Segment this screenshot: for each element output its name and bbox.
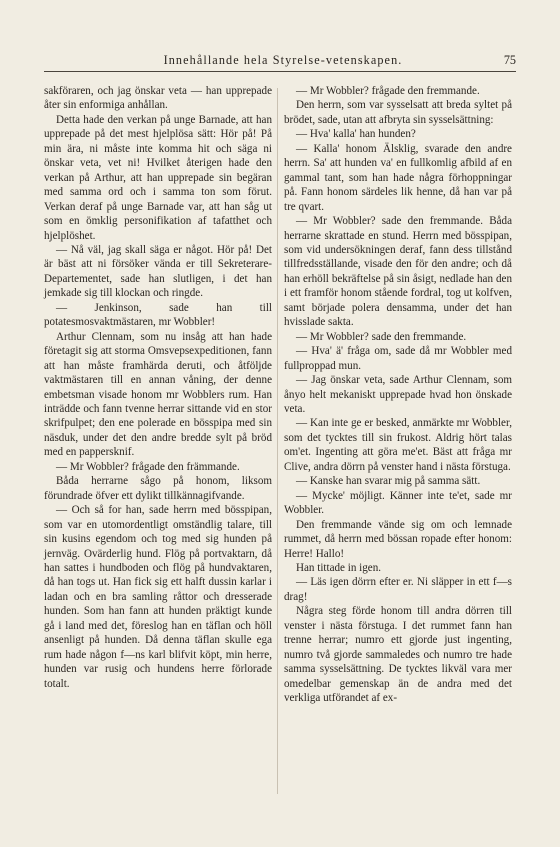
paragraph: — Hva' kalla' han hunden? [296,128,416,141]
running-head: Innehållande hela Styrelse-vetenskapen. [163,53,403,67]
paragraph: — Mr Wobbler? sade den fremmande. Båda herrarne skrattade en stund. Herrn med bösspipan, som vid undersökningen deraf, fann dess tillstånd tillfredsställande, visade den för den andre; och då han erhöll bekräftelse på sin åsigt, nedlade han den i ett framför honom stående fordral, tog ut kolfven, samt började polera densamma, under det han hvisslade sakta. [284,215,512,329]
paragraph: — Kanske han svarar mig på samma sätt. [296,475,481,488]
paragraph: — Och så for han, sade herrn med bösspipan, som var en utomordentligt omständlig talare, till sin kusins egendom och tog med sig hunden på jernväg. Ovärderlig hund. Flög på portvaktarn, då han sattes i hundboden och flög på hundvaktaren, då han togs ut. Han fick sig ett halft dussin karlar i ladan och en bra samling råttor och dresserade hunden. Som han fann att hunden präktigt kunde gå i land med det, föreslog han en täflan och höll ansenligt på hunden. Då denna täflan skulle ega rum hade någon f—ns karl blifvit köpt, min herre, hunden var rusig och hundens herre förlorade totalt. [44,504,272,690]
paragraph: — Mr Wobbler? frågade den främmande. [56,460,240,473]
paragraph: — Nå väl, jag skall säga er något. Hör på! Det är bäst att ni försöker vända er till Sekreterare-Departementet, sade han slutligen, i det han jemkade sig till klockan och ringde. [44,243,272,300]
page-header [50,52,516,68]
paragraph: Arthur Clennam, som nu insåg att han hade företagit sig att storma Omsvepsexpeditionen, fann att han måste framhärda deruti, och åtföljde vaktmästaren till en annan våning, der denne embetsman visade honom mr Wobblers rum. Han inträdde och fann tvenne herrar sittande vid en stor skrifpulpet; den ene polerade en bösspipa med sin näsduk, under det den andre bredde sylt på bröd med en pappersknif. [44,330,272,459]
paragraph: — Mr Wobbler? sade den fremmande. [296,330,467,343]
paragraph: sakföraren, och jag önskar veta — han upprepade åter sin enformiga anhållan. [44,85,272,112]
paragraph: Några steg förde honom till andra dörren till venster i nästa förstuga. I det rummet fann han trenne herrar; numro ett gjorde just ingenting, numro två gjorde sammaledes och numro tre hade samma sysselsättning. De tycktes likväl vara mer omedelbar gemenskap än de andra med det verkliga utförandet af ex- [284,605,512,705]
paragraph: — Läs igen dörrn efter er. Ni släpper in ett f—s drag! [284,576,512,603]
paragraph: Den herrn, som var sysselsatt att breda syltet på brödet, sade, utan att afbryta sin sysselsättning: [284,99,512,126]
paragraph: — Kan inte ge er besked, anmärkte mr Wobbler, som det tycktes till sin frukost. Aldrig hört talas om'et. Ingenting att göra me'et. Bäst att fråga mr Clive, andra dörrn på venster hand i nästa förstuga. [284,417,512,473]
left-column [44,84,272,691]
header-rule [44,71,516,72]
right-column [284,84,512,705]
column-divider [277,88,278,794]
paragraph: Båda herrarne sågo på honom, liksom förundrade öfver ett dylikt tillkännagifvande. [44,475,272,502]
paragraph: Den fremmande vände sig om och lemnade rummet, då herrn med bössan ropade efter honom: Herre! Hallo! [284,518,512,560]
paragraph: — Jag önskar veta, sade Arthur Clennam, som ånyo helt mekaniskt upprepade hvad hon önskade veta. [284,374,512,415]
paragraph: — Kalla' honom Älsklig, svarade den andre herrn. Sa' att hunden va' en fullkomlig afbild af en gammal tant, som han hade några förhoppningar på. Fann honom särdeles lik henne, då han var på tre qvart. [284,142,512,213]
page-number: 75 [503,53,516,67]
paragraph: Detta hade den verkan på unge Barnade, att han upprepade på det mest hjelplösa sätt: Hör på! På min ära, ni måste inte komma hit och säga ni önskar veta, vet ni! Hvilket återigen hade den verkan på Arthur, att han upprepade sin begäran med samma ord och i samma ton som förut. Verkan deraf på unge Barnade var, att han såg ut som en ömklig personifikation af tafatthet och hjelplöshet. [44,113,272,242]
paragraph: — Hva' ä' fråga om, sade då mr Wobbler med fullproppad mun. [284,345,512,372]
paragraph: — Jenkinson, sade han till potatesmosvaktmästaren, mr Wobbler! [44,301,272,329]
paragraph: — Mycke' möjligt. Känner inte te'et, sade mr Wobbler. [284,489,512,517]
paragraph: Han tittade in igen. [296,561,382,574]
paragraph: — Mr Wobbler? frågade den fremmande. [296,85,480,97]
